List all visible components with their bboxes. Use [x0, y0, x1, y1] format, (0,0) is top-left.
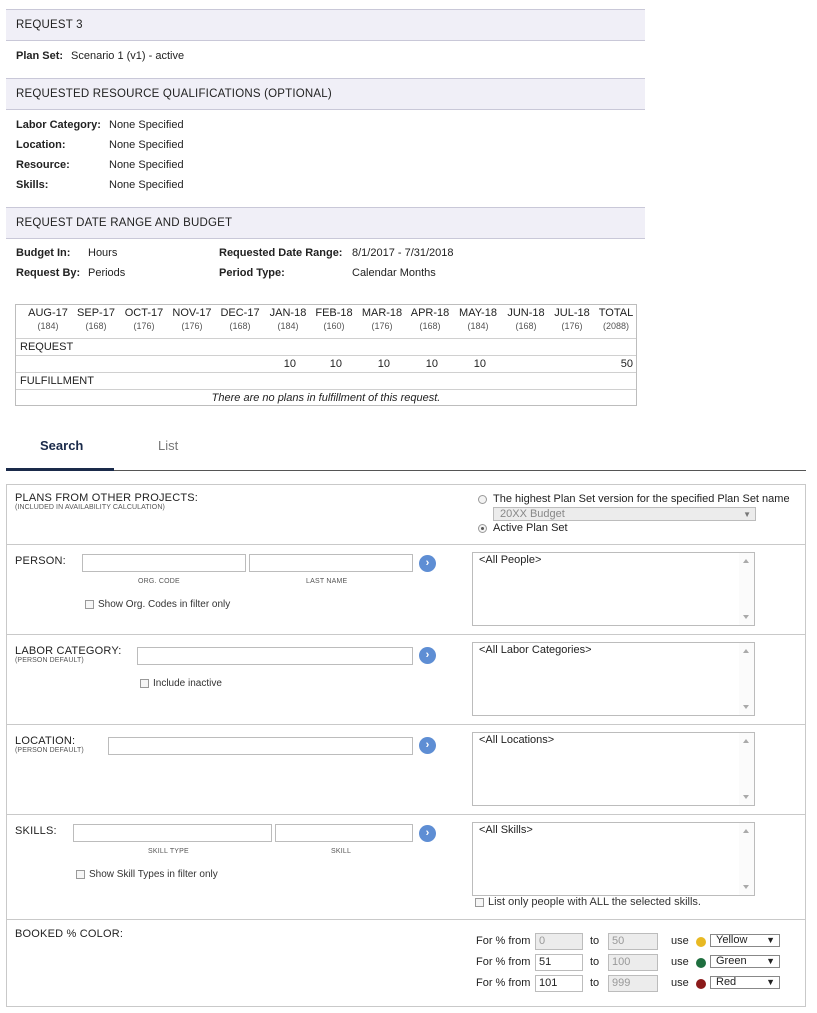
request-by-value: Periods: [88, 267, 126, 279]
period-month-label: NOV-17: [172, 307, 212, 319]
show-org-codes-checkbox[interactable]: [85, 600, 94, 609]
period-column-header: [120, 307, 168, 332]
scroll-up-icon[interactable]: [743, 739, 749, 743]
period-hours-label: (2088): [602, 321, 629, 331]
chevron-right-icon: ›: [425, 557, 430, 569]
skills-listbox[interactable]: [472, 822, 755, 896]
labor-categories-listbox[interactable]: [472, 642, 755, 716]
location-input[interactable]: [108, 737, 413, 755]
fulfillment-empty-message: There are no plans in fulfillment of this request.: [16, 389, 636, 406]
request-values-row: [16, 355, 636, 372]
period-column-header: [72, 307, 120, 332]
person-search-go-button[interactable]: [419, 555, 436, 572]
color-select[interactable]: [710, 976, 780, 989]
location-sublabel: (PERSON DEFAULT): [15, 747, 84, 754]
period-hours-label: (184): [37, 321, 59, 331]
use-label: use: [671, 935, 689, 947]
tab-list[interactable]: List: [158, 438, 179, 453]
show-skill-types-label: Show Skill Types in filter only: [89, 869, 218, 880]
highest-version-radio[interactable]: [478, 495, 487, 504]
qual-label: Resource:: [16, 159, 70, 171]
all-skills-only-checkbox[interactable]: [475, 898, 484, 907]
color-select-value: Green: [716, 955, 747, 967]
period-column-header: [548, 307, 596, 332]
labor-category-input[interactable]: [137, 647, 413, 665]
include-inactive-checkbox[interactable]: [140, 679, 149, 688]
period-hours-label: (168): [419, 321, 441, 331]
qual-value: None Specified: [109, 139, 184, 151]
scroll-down-icon[interactable]: [743, 705, 749, 709]
scrollbar[interactable]: [739, 733, 754, 805]
period-hours-label: (176): [133, 321, 155, 331]
percent-to-input: 999: [608, 975, 658, 992]
qualifications-header: REQUESTED RESOURCE QUALIFICATIONS (OPTIONAL): [6, 78, 645, 110]
color-select-value: Yellow: [716, 934, 748, 946]
request-value-cell: 10: [473, 358, 486, 370]
period-column-header: [406, 307, 454, 332]
labor-category-list-item[interactable]: <All Labor Categories>: [479, 644, 592, 656]
color-dot-icon: [696, 979, 706, 989]
booked-color-label: BOOKED % COLOR:: [15, 928, 124, 940]
qual-label: Skills:: [16, 179, 49, 191]
fulfillment-row-label: FULFILLMENT: [20, 375, 94, 387]
active-plan-set-label: Active Plan Set: [493, 522, 568, 534]
request-header: REQUEST 3: [6, 9, 645, 41]
period-hours-label: (184): [467, 321, 489, 331]
request-row: [16, 338, 636, 355]
percent-from-input: 0: [535, 933, 583, 950]
period-hours-label: (176): [561, 321, 583, 331]
color-select-value: Red: [716, 976, 737, 988]
for-percent-label: For % from: [476, 935, 531, 947]
people-list-item[interactable]: <All People>: [479, 554, 542, 566]
plan-set-label: Plan Set:: [16, 50, 64, 62]
color-select[interactable]: [710, 955, 780, 968]
period-column-header: [216, 307, 264, 332]
scroll-down-icon[interactable]: [743, 795, 749, 799]
people-listbox[interactable]: [472, 552, 755, 626]
use-label: use: [671, 956, 689, 968]
all-skills-only-label: List only people with ALL the selected skills.: [488, 896, 701, 908]
scroll-up-icon[interactable]: [743, 829, 749, 833]
qual-label: Location:: [16, 139, 66, 151]
labor-category-go-button[interactable]: [419, 647, 436, 664]
show-org-codes-label: Show Org. Codes in filter only: [98, 599, 231, 610]
period-hours-label: (168): [85, 321, 107, 331]
period-column-header: [454, 307, 502, 332]
tab-underline: [6, 470, 806, 471]
plans-label: PLANS FROM OTHER PROJECTS:: [15, 492, 199, 504]
period-column-header: [168, 307, 216, 332]
period-type-label: Period Type:: [219, 267, 285, 279]
request-value-cell: 50: [620, 358, 633, 370]
to-label: to: [590, 935, 600, 947]
scroll-up-icon[interactable]: [743, 559, 749, 563]
percent-from-input[interactable]: 101: [535, 975, 583, 992]
chevron-down-icon: ▼: [766, 956, 775, 966]
skill-type-input[interactable]: [73, 824, 272, 842]
budget-in-value: Hours: [88, 247, 118, 259]
for-percent-label: For % from: [476, 956, 531, 968]
period-column-header: [264, 307, 312, 332]
qual-label: Labor Category:: [16, 119, 101, 131]
plan-set-value: Scenario 1 (v1) - active: [71, 50, 185, 62]
period-table: [15, 304, 637, 406]
for-percent-label: For % from: [476, 977, 531, 989]
period-column-header: [592, 307, 640, 332]
period-hours-label: (184): [277, 321, 299, 331]
scroll-down-icon[interactable]: [743, 885, 749, 889]
tab-active-indicator: [6, 468, 114, 471]
period-column-header: [310, 307, 358, 332]
skills-go-button[interactable]: [419, 825, 436, 842]
date-range-value: 8/1/2017 - 7/31/2018: [352, 247, 454, 259]
period-hours-label: (176): [371, 321, 393, 331]
skill-input[interactable]: [275, 824, 413, 842]
period-month-label: JUL-18: [554, 307, 590, 319]
plan-set-name-select[interactable]: [493, 507, 756, 521]
period-column-header: [358, 307, 406, 332]
chevron-right-icon: ›: [425, 739, 430, 751]
request-value-cell: 10: [377, 358, 390, 370]
skills-label: SKILLS:: [15, 825, 57, 837]
period-month-label: JAN-18: [269, 307, 307, 319]
plans-sublabel: (INCLUDED IN AVAILABILITY CALCULATION): [15, 504, 165, 511]
location-label: LOCATION:: [15, 735, 76, 747]
qual-value: None Specified: [109, 159, 184, 171]
labor-category-sublabel: (PERSON DEFAULT): [15, 657, 84, 664]
chevron-down-icon: ▼: [766, 935, 775, 945]
labor-category-label: LABOR CATEGORY:: [15, 645, 122, 657]
to-label: to: [590, 956, 600, 968]
request-row-label: REQUEST: [20, 341, 74, 353]
skill-list-item[interactable]: <All Skills>: [479, 824, 533, 836]
period-month-label: DEC-17: [220, 307, 260, 319]
to-label: to: [590, 977, 600, 989]
budget-in-label: Budget In:: [16, 247, 71, 259]
period-month-label: AUG-17: [28, 307, 68, 319]
period-month-label: MAR-18: [361, 307, 403, 319]
skill-caption: SKILL: [331, 848, 352, 855]
chevron-down-icon: ▼: [766, 977, 775, 987]
color-select[interactable]: [710, 934, 780, 947]
period-column-header: [502, 307, 550, 332]
location-list-item[interactable]: <All Locations>: [479, 734, 555, 746]
last-name-input[interactable]: [249, 554, 413, 572]
period-month-label: FEB-18: [315, 307, 353, 319]
percent-to-input: 100: [608, 954, 658, 971]
chevron-right-icon: ›: [425, 649, 430, 661]
period-month-label: TOTAL: [598, 307, 634, 319]
period-month-label: MAY-18: [459, 307, 497, 319]
highest-version-label: The highest Plan Set version for the specified Plan Set name: [493, 493, 790, 505]
last-name-caption: LAST NAME: [306, 578, 348, 585]
scrollbar[interactable]: [739, 823, 754, 895]
color-dot-icon: [696, 958, 706, 968]
period-hours-label: (168): [515, 321, 537, 331]
qual-value: None Specified: [109, 179, 184, 191]
qual-value: None Specified: [109, 119, 184, 131]
period-month-label: JUN-18: [507, 307, 545, 319]
color-dot-icon: [696, 937, 706, 947]
date-range-label: Requested Date Range:: [219, 247, 343, 259]
percent-from-input[interactable]: 51: [535, 954, 583, 971]
period-hours-label: (168): [229, 321, 251, 331]
request-value-cell: 10: [425, 358, 438, 370]
fulfillment-row: [16, 372, 636, 389]
location-go-button[interactable]: [419, 737, 436, 754]
period-type-value: Calendar Months: [352, 267, 436, 279]
request-by-label: Request By:: [16, 267, 81, 279]
request-value-cell: 10: [283, 358, 296, 370]
percent-to-input: 50: [608, 933, 658, 950]
tab-search[interactable]: Search: [40, 438, 84, 453]
chevron-down-icon: ▼: [743, 510, 751, 519]
period-month-label: OCT-17: [124, 307, 164, 319]
scrollbar[interactable]: [739, 643, 754, 715]
org-code-input[interactable]: [82, 554, 246, 572]
period-month-label: APR-18: [410, 307, 450, 319]
budget-header: REQUEST DATE RANGE AND BUDGET: [6, 207, 645, 239]
plan-set-name-value: 20XX Budget: [500, 508, 565, 520]
use-label: use: [671, 977, 689, 989]
period-hours-label: (160): [323, 321, 345, 331]
include-inactive-label: Include inactive: [153, 678, 222, 689]
request-value-cell: 10: [329, 358, 342, 370]
chevron-right-icon: ›: [425, 827, 430, 839]
active-plan-set-radio[interactable]: [478, 524, 487, 533]
scroll-down-icon[interactable]: [743, 615, 749, 619]
org-code-caption: ORG. CODE: [138, 578, 180, 585]
period-column-header: [24, 307, 72, 332]
skill-type-caption: SKILL TYPE: [148, 848, 189, 855]
scrollbar[interactable]: [739, 553, 754, 625]
period-hours-label: (176): [181, 321, 203, 331]
period-month-label: SEP-17: [77, 307, 115, 319]
locations-listbox[interactable]: [472, 732, 755, 806]
person-label: PERSON:: [15, 555, 66, 567]
scroll-up-icon[interactable]: [743, 649, 749, 653]
show-skill-types-checkbox[interactable]: [76, 870, 85, 879]
